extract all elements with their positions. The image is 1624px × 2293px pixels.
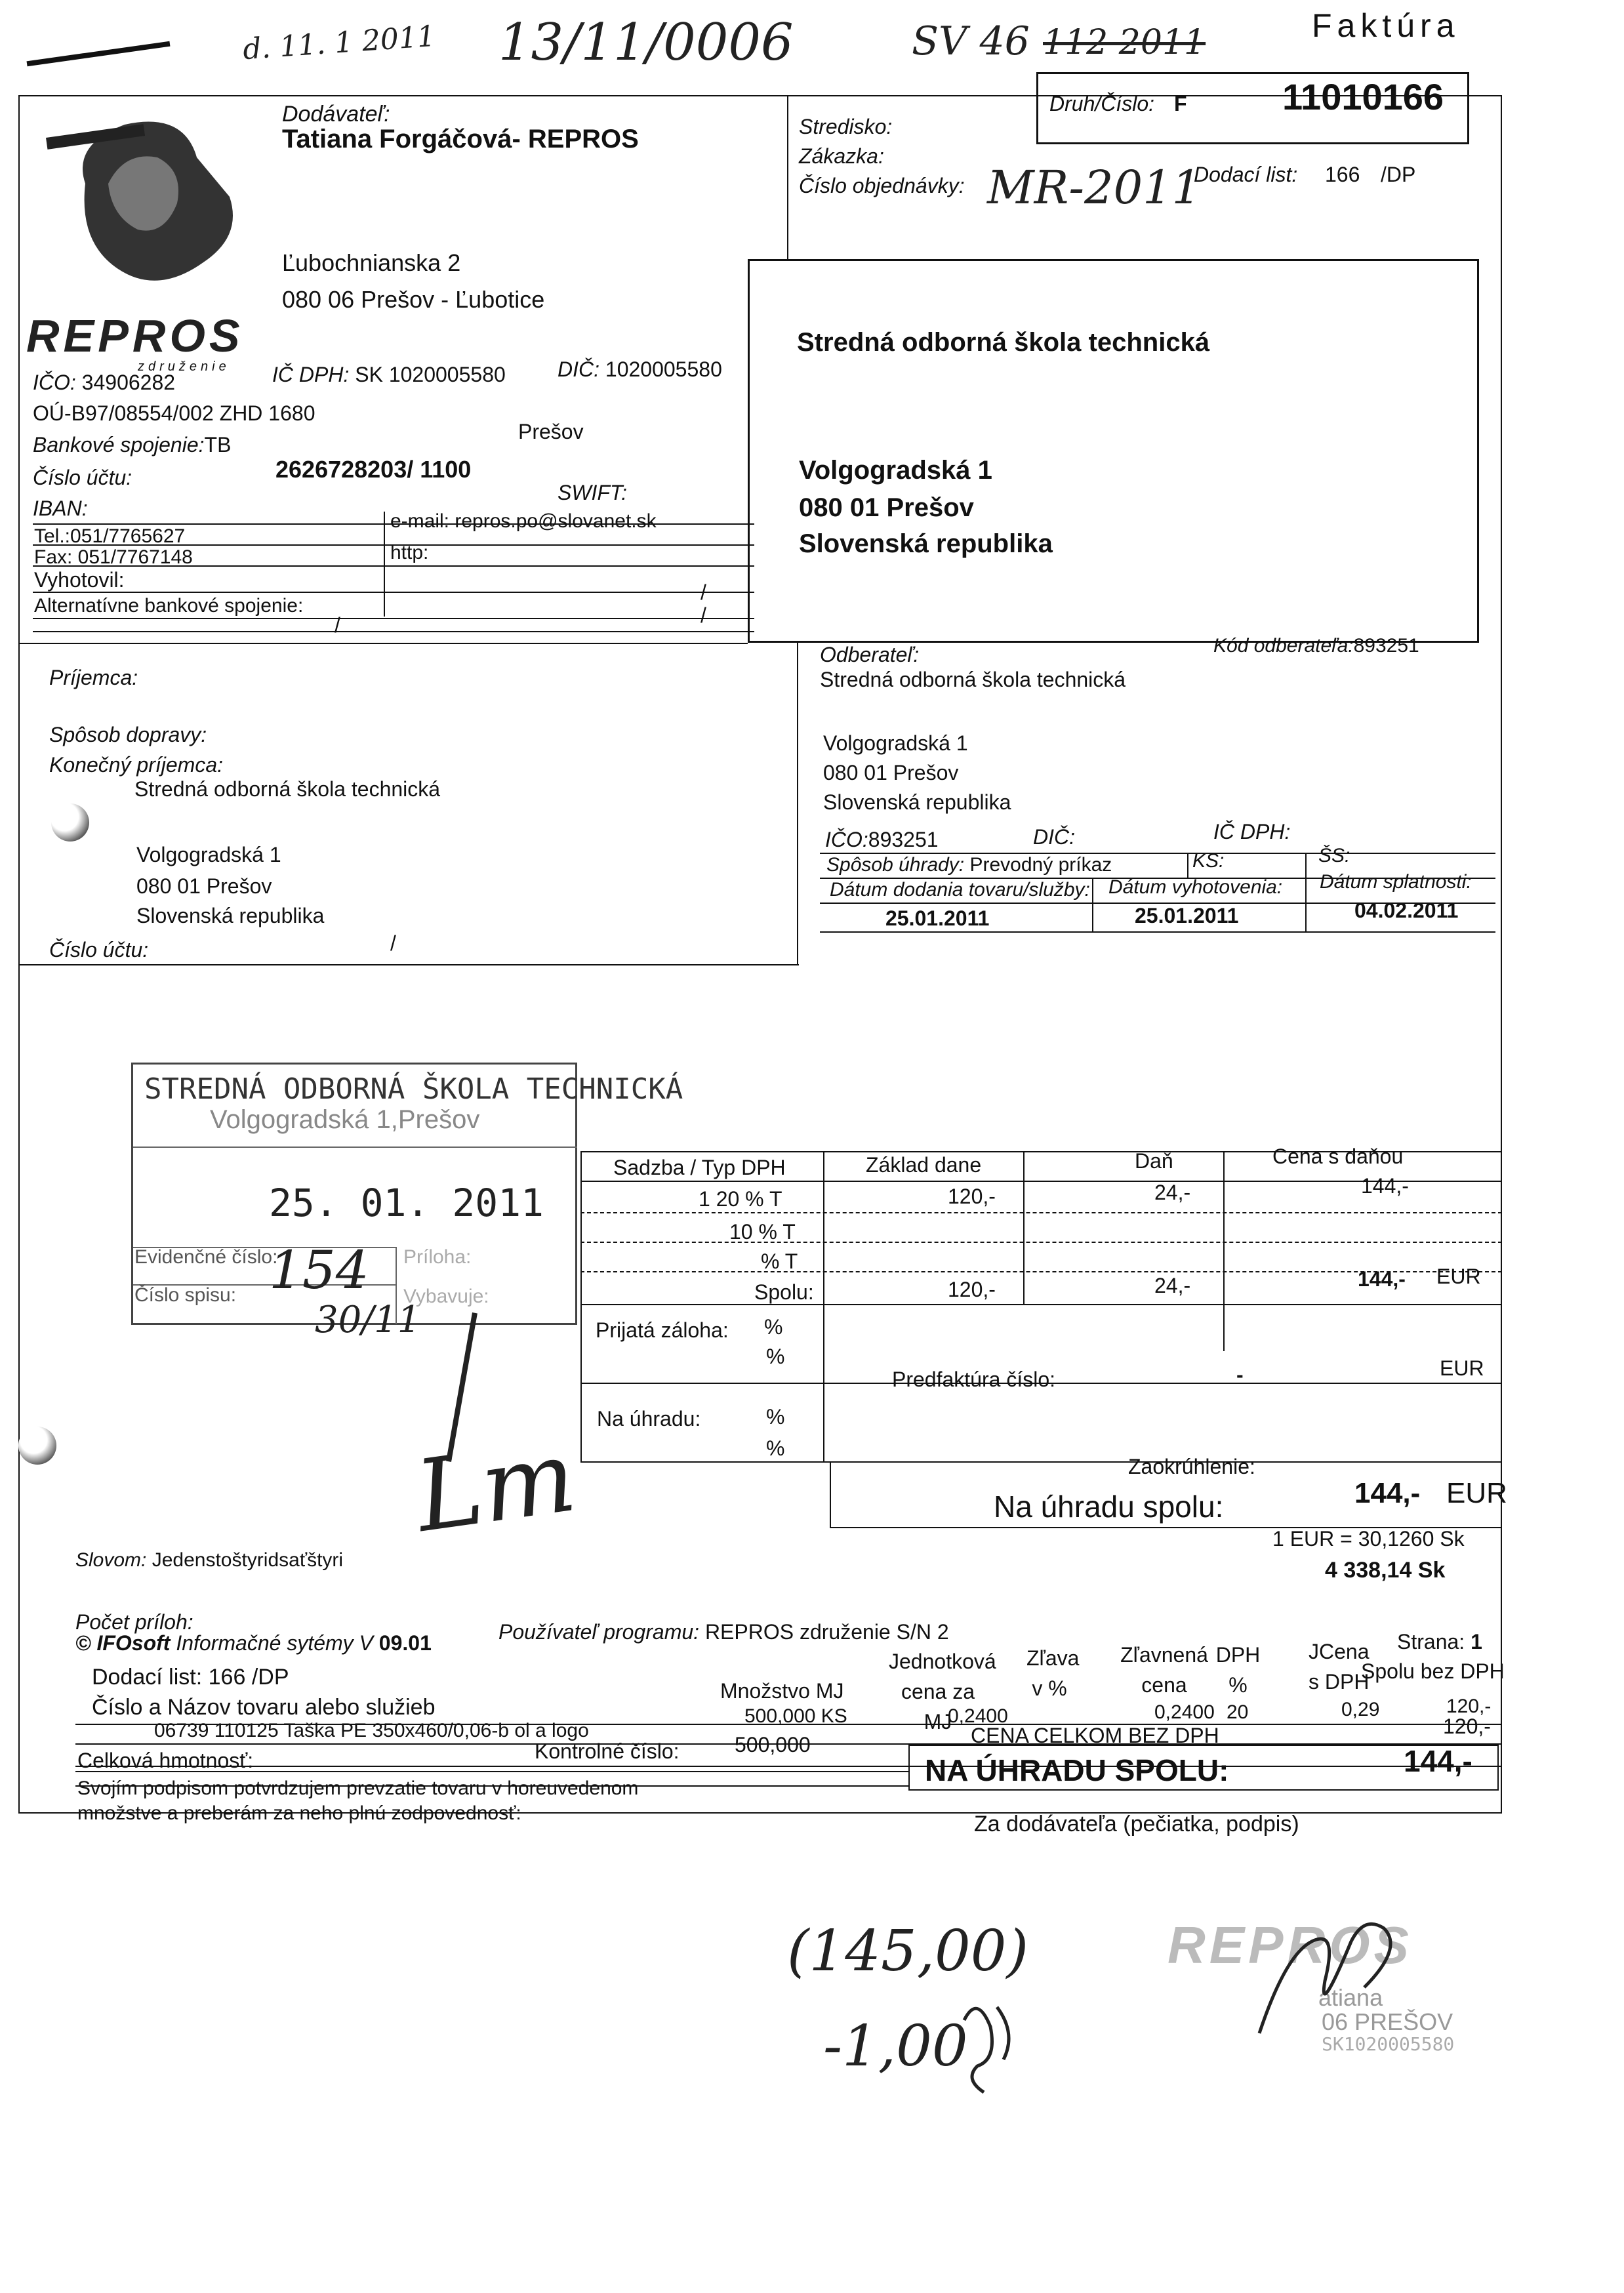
stamp-spis-value: 30/11	[315, 1299, 421, 1341]
final-receiver-name: Stredná odborná škola technická	[134, 777, 441, 801]
total-no-vat-label: CENA CELKOM BEZ DPH	[971, 1724, 1219, 1747]
customer-icdph-label: IČ DPH:	[1213, 820, 1291, 843]
receiver-divider	[797, 643, 798, 964]
proforma-currency: EUR	[1440, 1356, 1484, 1380]
doc-type: F	[1174, 92, 1187, 115]
items-discount-col: Zľava v %	[1026, 1646, 1080, 1700]
line	[18, 643, 748, 644]
final-receiver-city: 080 01 Prešov	[136, 874, 272, 898]
receiver-account-label: Číslo účtu:	[49, 938, 149, 962]
sk-total: 4 338,14 Sk	[1325, 1558, 1446, 1583]
grand-total-label: NA ÚHRADU SPOLU:	[925, 1753, 1229, 1787]
customer-street: Volgogradská 1	[823, 731, 968, 755]
supplier-label: Dodávateľ:	[282, 102, 390, 127]
customer-name: Stredná odborná škola technická	[820, 668, 1126, 691]
line	[1023, 1151, 1025, 1305]
deposit-label: Prijatá záloha:	[596, 1318, 729, 1342]
delivery-note: 166	[1325, 163, 1360, 186]
due-date: 04.02.2011	[1354, 899, 1459, 922]
item-disc-price: 0,2400	[1154, 1701, 1215, 1723]
supplier-name: Tatiana Forgáčová- REPROS	[282, 125, 639, 153]
confirm-text-2: množstve a preberám za neho plnú zodpovednosť:	[77, 1802, 521, 1824]
recipient-city: 080 01 Prešov	[799, 493, 974, 522]
handwritten-mark: SV 46	[912, 18, 1030, 64]
supplier-icdph: IČ DPH: SK 1020005580	[272, 363, 506, 386]
supplier-sign-label: Za dodávateľa (pečiatka, podpis)	[974, 1812, 1299, 1836]
items-unit-price-col: Jednotková cena za MJ	[889, 1650, 996, 1734]
recipient-name: Stredná odborná škola technická	[797, 328, 1210, 357]
payment-method: Spôsob úhrady: Prevodný príkaz	[826, 854, 1112, 876]
supplier-signature	[1233, 1902, 1430, 2046]
line	[133, 1146, 577, 1148]
issue-date: 25.01.2011	[1135, 904, 1239, 927]
supplier-bank: Bankové spojenie:TB	[33, 433, 232, 457]
pct-2: %	[766, 1345, 785, 1368]
center-label: Stredisko:	[799, 115, 893, 138]
handwritten-struck-number: 112 2011	[1043, 23, 1206, 62]
line	[33, 592, 754, 593]
final-receiver-label: Konečný príjemca:	[49, 753, 224, 777]
due-date-label: Dátum splatnosti:	[1320, 871, 1472, 893]
weight-label: Celková hmotnosť:	[77, 1749, 254, 1772]
slash: /	[390, 931, 396, 955]
item-qty: 500,000 KS	[744, 1705, 847, 1727]
alt-bank-label: Alternatívne bankové spojenie:	[34, 595, 304, 617]
software-line: © IFOsoft Informačné sytémy V 09.01	[75, 1631, 432, 1655]
vat-sum-base: 120,-	[948, 1278, 996, 1301]
invoice-title: Faktúra	[1312, 7, 1460, 44]
item-vat: 20	[1227, 1701, 1249, 1723]
supplier-register: OÚ-B97/08554/002 ZHD 1680	[33, 401, 315, 425]
words-line: Slovom: Jedenstoštyridsaťštyri	[75, 1549, 344, 1571]
swift-label: SWIFT:	[558, 481, 628, 504]
supplier-stamp-line1: atiana	[1318, 1984, 1383, 2011]
vat-header-total: Cena s daňou	[1272, 1145, 1404, 1168]
line	[820, 931, 1495, 933]
vat-sum-currency: EUR	[1436, 1265, 1481, 1288]
invoice-number: 11010166	[1282, 76, 1444, 117]
line	[384, 512, 385, 617]
item-price: 0,2400	[948, 1705, 1008, 1727]
repros-logo	[46, 105, 256, 302]
control-value: 500,000	[735, 1733, 811, 1756]
supplier-stamp-line2: 06 PREŠOV	[1322, 2008, 1453, 2035]
stamp-line2: Volgogradská 1,Prešov	[210, 1105, 480, 1134]
grand-total: 144,-	[1404, 1744, 1472, 1778]
stamp-line1: STREDNÁ ODBORNÁ ŠKOLA TECHNICKÁ	[144, 1072, 683, 1106]
supplier-account-label: Číslo účtu:	[33, 466, 132, 489]
items-qty-col: Množstvo MJ	[720, 1679, 844, 1703]
items-page: Strana: 1	[1397, 1630, 1482, 1654]
program-user: Používateľ programu: REPROS združenie S/N 2	[498, 1620, 949, 1644]
supplier-stamp-logo: REPROS	[1167, 1916, 1413, 1974]
delivery-note-suffix: /DP	[1381, 163, 1416, 186]
vat-row-total: 144,-	[1361, 1174, 1409, 1198]
customer-code: Kód odberateľa:893251	[1213, 635, 1419, 657]
delivery-note-label: Dodací list:	[1194, 163, 1298, 186]
logo-subtext: združenie	[138, 359, 230, 374]
transport-label: Spôsob dopravy:	[49, 723, 207, 746]
header-divider	[787, 95, 788, 259]
supplier-city: 080 06 Prešov - Ľubotice	[282, 286, 545, 313]
handwritten-date: d. 11. 1 2011	[241, 19, 437, 67]
line	[1092, 878, 1093, 931]
confirm-text-1: Svojím podpisom potvrdzujem prevzatie tovaru v horeuvedenom	[77, 1777, 639, 1799]
delivery-date-label: Dátum dodania tovaru/služby:	[830, 879, 1090, 901]
bottom-initials	[958, 1994, 1030, 2099]
receiver-label: Príjemca:	[49, 666, 138, 689]
line	[580, 1212, 1502, 1213]
recipient-country: Slovenská republika	[799, 529, 1053, 558]
attachments-label: Počet príloh:	[75, 1610, 193, 1634]
supplier-dic: DIČ: 1020005580	[558, 357, 722, 381]
vat-row-tax: 24,-	[1154, 1181, 1191, 1204]
supplier-ico: IČO: 34906282	[33, 371, 176, 394]
line	[580, 1461, 1502, 1463]
stamp-evid-label: Evidenčné číslo:	[134, 1246, 278, 1268]
vat-row-rate: 1 20 % T	[699, 1187, 782, 1211]
customer-country: Slovenská republika	[823, 790, 1011, 814]
line	[580, 1242, 1502, 1243]
slash: /	[335, 613, 340, 637]
vat-row-base: 120,-	[948, 1185, 996, 1208]
bullet-icon	[18, 1427, 56, 1465]
final-receiver-country: Slovenská republika	[136, 904, 325, 927]
total-currency: EUR	[1446, 1477, 1507, 1509]
control-label: Kontrolné číslo:	[535, 1739, 680, 1763]
items-vat-col: DPH %	[1215, 1643, 1261, 1697]
supplier-http: http:	[390, 542, 429, 563]
supplier-account: 2626728203/ 1100	[275, 456, 472, 483]
doc-type-label: Druh/Číslo:	[1049, 92, 1155, 115]
vat-sum-label: Spolu:	[754, 1280, 814, 1304]
vat-row-rate: % T	[761, 1249, 798, 1273]
stamp-spis-label: Číslo spisu:	[134, 1284, 237, 1306]
handwritten-order-no: MR-2011	[987, 161, 1202, 214]
line	[823, 1151, 824, 1461]
items-total-nv-col: Spolu bez DPH	[1361, 1659, 1505, 1683]
customer-city: 080 01 Prešov	[823, 761, 959, 784]
customer-label: Odberateľ:	[820, 643, 920, 666]
item-code: 06739 110125 Taška PE 350x460/0,06-b ol a logo	[154, 1720, 589, 1741]
line	[830, 1461, 831, 1527]
vat-sum-tax: 24,-	[1154, 1274, 1191, 1297]
line	[580, 1304, 1502, 1305]
handwritten-adjustment: -1,00	[823, 2014, 968, 2079]
supplier-tel: Tel.:051/7765627	[34, 525, 186, 547]
items-name-col: Číslo a Názov tovaru alebo služieb	[92, 1695, 436, 1720]
total-no-vat: 120,-	[1443, 1715, 1491, 1738]
final-receiver-street: Volgogradská 1	[136, 843, 281, 866]
supplier-street: Ľubochnianska 2	[282, 249, 461, 276]
pct-4: %	[766, 1436, 785, 1460]
proforma-dash: -	[1236, 1363, 1244, 1387]
handwritten-registration: 13/11/0006	[498, 13, 794, 72]
pen-stroke-mark	[27, 41, 171, 67]
to-pay-label: Na úhradu:	[597, 1407, 701, 1431]
pct-3: %	[766, 1405, 785, 1429]
slash: /	[700, 603, 706, 627]
vat-row-rate: 10 % T	[729, 1220, 796, 1244]
stamp-c1: Príloha:	[403, 1246, 472, 1268]
supplier-fax: Fax: 051/7767148	[34, 546, 193, 568]
items-price-vat-col: JCena s DPH	[1309, 1640, 1370, 1694]
recipient-box	[748, 259, 1479, 643]
line	[18, 964, 799, 965]
customer-dic-label: DIČ:	[1033, 825, 1075, 849]
proforma-label: Predfaktúra číslo:	[892, 1368, 1055, 1391]
item-total: 120,-	[1446, 1695, 1492, 1717]
items-delivery-note: Dodací list: 166 /DP	[92, 1665, 289, 1690]
line	[33, 631, 754, 632]
bullet-icon	[51, 803, 89, 842]
line	[1305, 853, 1307, 931]
ks-label: KS:	[1192, 850, 1225, 872]
iban-label: IBAN:	[33, 497, 88, 520]
exchange-rate: 1 EUR = 30,1260 Sk	[1272, 1527, 1465, 1551]
order-no-label: Číslo objednávky:	[799, 174, 965, 197]
logo-text: REPROS	[26, 310, 244, 361]
order-label: Zákazka:	[799, 144, 884, 168]
total-amount: 144,-	[1354, 1477, 1421, 1509]
supplier-stamp-line3: SK1020005580	[1322, 2033, 1455, 2055]
line	[1223, 1151, 1225, 1351]
vat-header-tax: Daň	[1135, 1149, 1173, 1173]
issue-date-label: Dátum vyhotovenia:	[1108, 876, 1283, 898]
supplier-email: e-mail: repros.po@slovanet.sk	[390, 510, 657, 532]
vat-header-base: Základ dane	[866, 1153, 982, 1177]
issued-by-label: Vyhotovil:	[34, 568, 125, 592]
handwritten-amount: (145,00)	[787, 1918, 1029, 1984]
vat-header-rate: Sadzba / Typ DPH	[613, 1156, 786, 1179]
handwritten-signature: Lm	[409, 1419, 582, 1554]
stamp-c2: Vybavuje:	[403, 1286, 489, 1307]
stamp-evid-value: 154	[269, 1240, 369, 1301]
stamp-date: 25. 01. 2011	[269, 1181, 544, 1225]
rounding-label: Zaokrúhlenie:	[1128, 1455, 1255, 1478]
recipient-street: Volgogradská 1	[799, 456, 992, 485]
item-price-vat: 0,29	[1341, 1699, 1380, 1720]
pct-1: %	[764, 1315, 783, 1339]
line	[1187, 853, 1188, 878]
ss-label: ŠS:	[1318, 845, 1350, 866]
supplier-bank-city: Prešov	[518, 420, 584, 443]
total-label: Na úhradu spolu:	[994, 1490, 1224, 1524]
vat-sum-total: 144,-	[1358, 1267, 1406, 1291]
items-disc-price-col: Zľavnená cena	[1120, 1643, 1208, 1697]
line	[580, 1151, 582, 1461]
delivery-date: 25.01.2011	[885, 906, 990, 930]
line	[33, 618, 754, 619]
slash: /	[700, 580, 706, 604]
customer-ico: IČO:893251	[825, 828, 939, 851]
